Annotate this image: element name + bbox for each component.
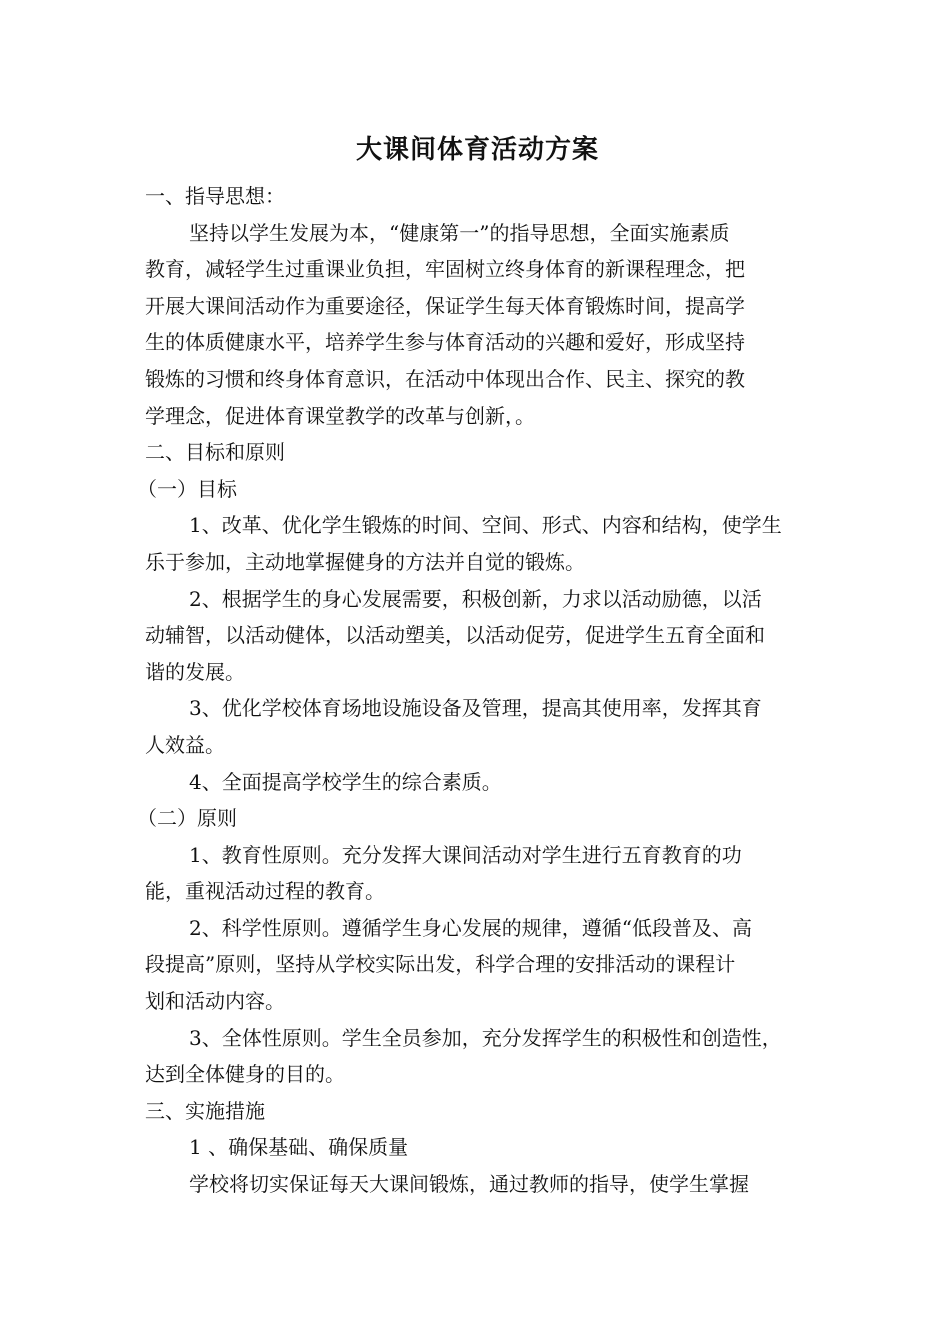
text-line: 教育，减轻学生过重课业负担，牢固树立终身体育的新课程理念，把 — [145, 257, 745, 282]
subsection-heading-goals: （一）目标 — [137, 476, 237, 501]
subsection-heading-principles: （二）原则 — [137, 806, 237, 831]
text-line: 2、根据学生的身心发展需要，积极创新，力求以活动励德，以活 — [189, 586, 762, 611]
document-title: 大课间体育活动方案 — [355, 135, 599, 165]
text-line: 划和活动内容。 — [145, 989, 285, 1014]
text-line: 学理念，促进体育课堂教学的改革与创新，。 — [145, 403, 535, 428]
text-line: 锻炼的习惯和终身体育意识，在活动中体现出合作、民主、探究的教 — [145, 366, 745, 391]
text-line: 乐于参加，主动地掌握健身的方法并自觉的锻炼。 — [145, 549, 585, 574]
text-line: 1、改革、优化学生锻炼的时间、空间、形式、内容和结构，使学生 — [189, 513, 782, 538]
text-line: 人效益。 — [145, 732, 225, 757]
text-line: 1、教育性原则。充分发挥大课间活动对学生进行五育教育的功 — [189, 842, 742, 867]
text-line: 2、科学性原则。遵循学生身心发展的规律，遵循“低段普及、高 — [189, 915, 752, 940]
text-line: 3、优化学校体育场地设施设备及管理，提高其使用率，发挥其育 — [189, 696, 762, 721]
text-line: 能，重视活动过程的教育。 — [145, 879, 385, 904]
text-line: 学校将切实保证每天大课间锻炼，通过教师的指导，使学生掌握 — [189, 1172, 749, 1197]
section-heading-1: 一、指导思想： — [145, 184, 285, 208]
text-line: 3、全体性原则。学生全员参加，充分发挥学生的积极性和创造性， — [189, 1025, 782, 1050]
text-line: 达到全体健身的目的。 — [145, 1062, 345, 1087]
text-line: 坚持以学生发展为本，“健康第一”的指导思想，全面实施素质 — [189, 220, 730, 245]
subsection-item-1: 1 、确保基础、确保质量 — [189, 1135, 409, 1160]
section-heading-2: 二、目标和原则 — [145, 440, 285, 465]
text-line: 开展大课间活动作为重要途径，保证学生每天体育锻炼时间，提高学 — [145, 293, 745, 318]
text-line: 谐的发展。 — [145, 659, 245, 684]
text-line: 4、全面提高学校学生的综合素质。 — [189, 769, 502, 794]
text-line: 生的体质健康水平，培养学生参与体育活动的兴趣和爱好，形成坚持 — [145, 330, 745, 355]
text-line: 动辅智，以活动健体，以活动塑美，以活动促劳，促进学生五育全面和 — [145, 623, 765, 648]
text-line: 段提高”原则，坚持从学校实际出发，科学合理的安排活动的课程计 — [145, 952, 736, 977]
section-heading-3: 三、实施措施 — [145, 1098, 265, 1123]
